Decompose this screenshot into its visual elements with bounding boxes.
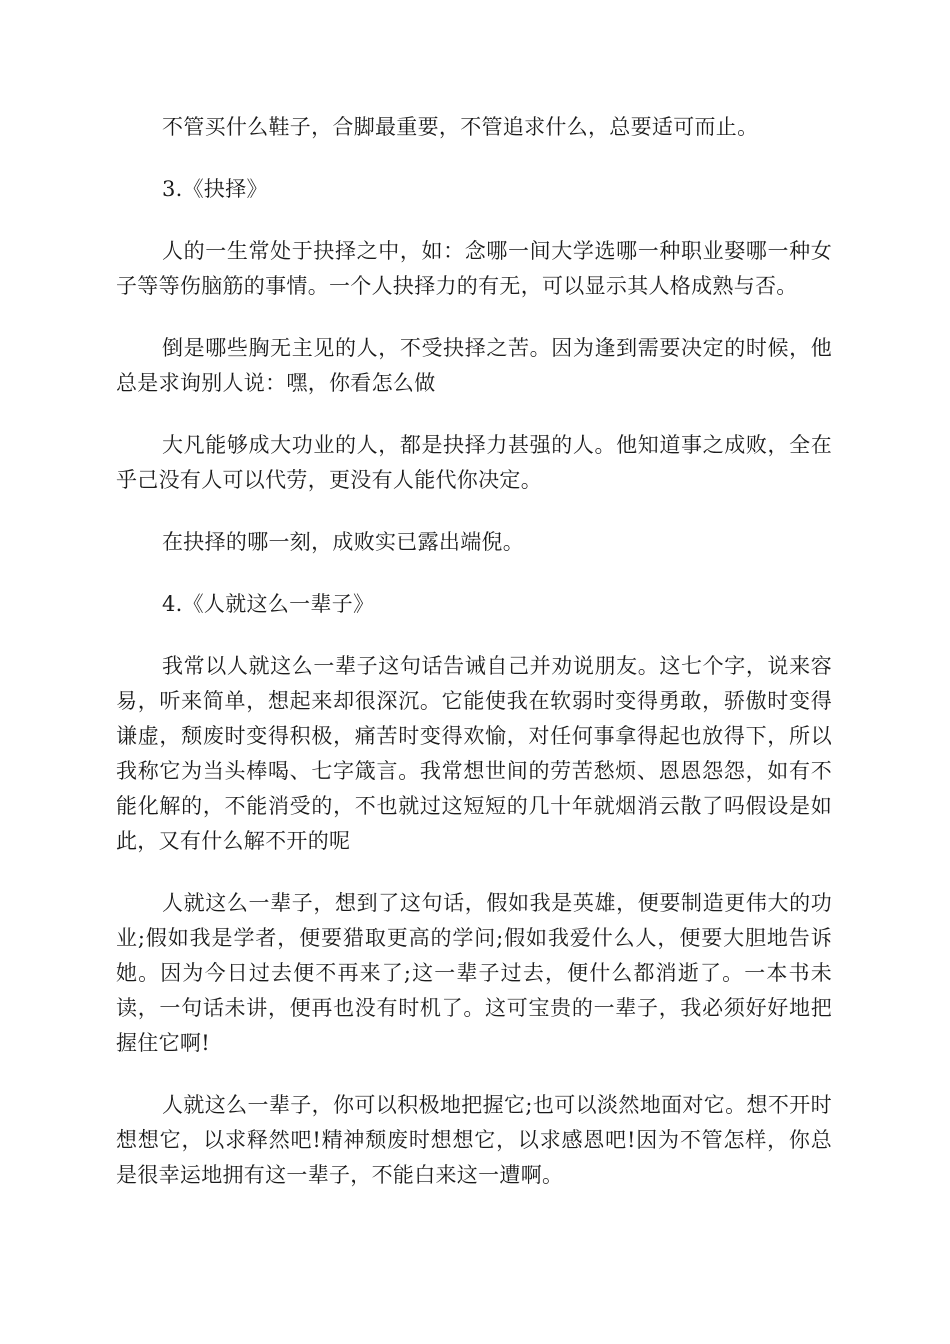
paragraph-choice-great-people: 大凡能够成大功业的人，都是抉择力甚强的人。他知道事之成败，全在乎己没有人可以代劳，更没有人能代你决定。 [116, 433, 832, 492]
paragraph-choice-intro: 人的一生常处于抉择之中，如：念哪一间大学选哪一种职业娶哪一种女子等等伤脑筋的事情。一个人抉择力的有无，可以显示其人格成熟与否。 [116, 239, 832, 298]
paragraph-choice-no-opinion: 倒是哪些胸无主见的人，不受抉择之苦。因为逢到需要决定的时候，他总是求询别人说：嘿，你看怎么做 [116, 336, 832, 395]
paragraph-one-life-embrace: 人就这么一辈子，你可以积极地把握它;也可以淡然地面对它。想不开时想想它，以求释然吧!精神颓废时想想它，以求感恩吧!因为不管怎样，你总是很幸运地拥有这一辈子，不能白来这一遭啊。 [116, 1093, 832, 1187]
paragraph-one-life-motto: 我常以人就这么一辈子这句话告诫自己并劝说朋友。这七个字，说来容易，听来简单，想起来却很深沉。它能使我在软弱时变得勇敢，骄傲时变得谦虚，颓废时变得积极，痛苦时变得欢愉，对任何事拿得起也放得下，所以我称它为当头棒喝、七字箴言。我常想世间的劳苦愁烦、恩恩怨怨，如有不能化解的，不能消受的，不也就过这短短的几十年就烟消云散了吗假设是如此，又有什么解不开的呢 [116, 654, 832, 853]
paragraph-shoes: 不管买什么鞋子，合脚最重要，不管追求什么，总要适可而止。 [162, 115, 759, 139]
section-heading-choice: 3.《抉择》 [162, 177, 268, 201]
document-body [116, 110, 832, 1220]
paragraph-choice-moment: 在抉择的哪一刻，成败实已露出端倪。 [162, 530, 525, 554]
paragraph-one-life-seize: 人就这么一辈子，想到了这句话，假如我是英雄，便要制造更伟大的功业;假如我是学者，便要猎取更高的学问;假如我爱什么人，便要大胆地告诉她。因为今日过去便不再来了;这一辈子过去，便什么都消逝了。一本书未读，一句话未讲，便再也没有时机了。这可宝贵的一辈子，我必须好好地把握住它啊! [116, 891, 832, 1055]
section-heading-one-life: 4.《人就这么一辈子》 [162, 592, 375, 616]
